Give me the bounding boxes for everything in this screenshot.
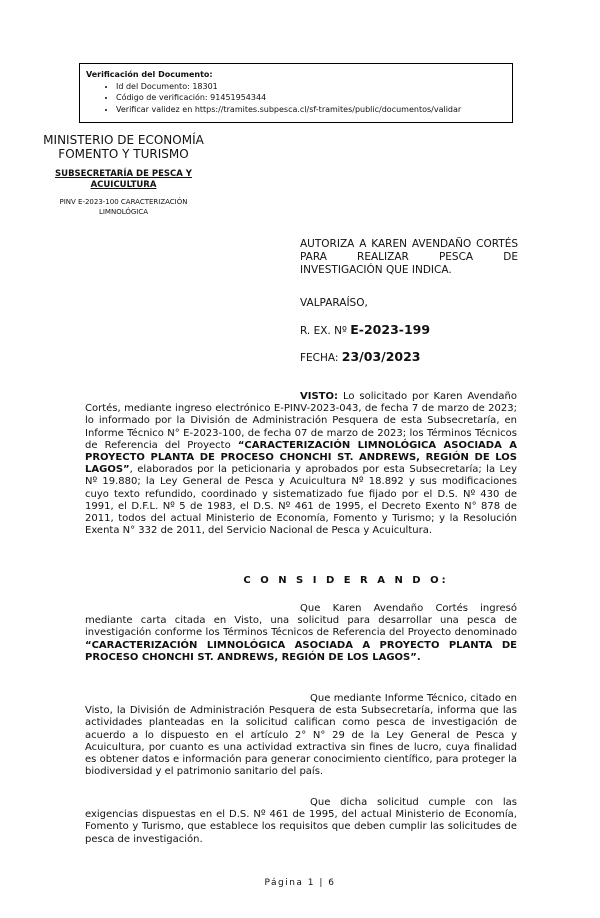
resolution-number [300,322,430,337]
verification-title: Verificación del Documento: [86,70,213,79]
subsecretaria-line-2: ACUICULTURA [90,180,157,190]
resolution-date [300,349,421,364]
resolution-number-value: E-2023-199 [350,322,431,337]
considerando-p1-text: Que Karen Avendaño Cortés ingresó mediante carta citada en Visto, una solicitud para desarrollar una pesca de investigación conforme los Términos Técnicos de Referencia del Proyecto denominado [85,603,517,639]
subsecretaria-name [30,169,217,191]
ministry-line-1: MINISTERIO DE ECONOMÍA [43,133,204,147]
considerando-p1-project: “CARACTERIZACIÓN LIMNOLÓGICA ASOCIADA A PROYECTO PLANTA DE PROCESO CHONCHI ST. ANDREWS, REGIÓN DE LOS LAGOS”. [85,639,517,663]
verification-document-id: • Id del Documento: 18301 [116,81,506,93]
visto-text-after: , elaborados por la peticionaria y aprobados por esta Subsecretaría; la Ley Nº 19.880; la Ley General de Pesca y Acuicultura Nº 18.892 y sus modificaciones cuyo texto refundido, coordinado y sistematizado fue fijado por el D.S. Nº 430 de 1991, el D.F.L. Nº 5 de 1983, el D.S. Nº 461 de 1995, el Decreto Exento N° 878 de 2011, todos del actual Ministerio de Economía, Fomento y Turismo; y la Resolución Exenta N° 332 de 2011, del Servicio Nacional de Pesca y Acuicultura. [85,464,517,537]
resolution-subject: AUTORIZA A KAREN AVENDAÑO CORTÉS PARA REALIZAR PESCA DE INVESTIGACIÓN QUE INDICA. [300,238,518,276]
considerando-paragraph-1 [85,603,517,664]
reference-line-1: PINV E-2023-100 CARACTERIZACIÓN [59,198,188,206]
verification-code: • Código de verificación: 91451954344 [116,92,506,104]
visto-label: VISTO: [300,391,338,402]
considerando-paragraph-2: Que mediante Informe Técnico, citado en Visto, la División de Administración Pesquera de esta Subsecretaría, informa que las actividades planteadas en la solicitud califican como pesca de investigación de acuerdo a lo dispuesto en el artículo 2° N° 29 de la Ley General de Pesca y Acuicultura, por cuanto es una actividad extractiva sin fines de lucro, cuya finalidad es obtener datos e información para generar conocimiento científico, para proteger la biodiversidad y el patrimonio sanitario del país. [85,693,517,778]
ministry-line-2: FOMENTO Y TURISMO [58,147,189,161]
considerando-heading: C O N S I D E R A N D O: [243,575,449,586]
resolution-number-label: R. EX. Nº [300,325,347,337]
considerando-paragraph-3: Que dicha solicitud cumple con las exigencias dispuestas en el D.S. Nº 461 de 1995, del actual Ministerio de Economía, Fomento y Turismo, que establece los requisitos que deben cumplir las solicitudes de pesca de investigación. [85,797,517,845]
verification-box [79,63,513,123]
resolution-date-label: FECHA: [300,352,339,364]
reference-code [30,198,217,217]
verification-list [86,81,506,116]
subsecretaria-line-1: SUBSECRETARÍA DE PESCA Y [55,169,192,179]
visto-text-before: Lo solicitado por Karen Avendaño Cortés, mediante ingreso electrónico E-PINV-2023-043, de fecha 7 de marzo de 2023; lo informado por la División de Administración Pesquera de esta Subsecretaría, en Informe Técnico N° E-2023-100, de fecha 07 de marzo de 2023; los Términos Técnicos de Referencia del Proyecto [85,391,517,451]
verification-url[interactable]: • Verificar validez en https://tramites.subpesca.cl/sf-tramites/public/documentos/validar [116,104,506,116]
resolution-city: VALPARAÍSO, [300,297,368,309]
visto-paragraph [85,391,517,537]
visto-project-name: “CARACTERIZACIÓN LIMNOLÓGICA ASOCIADA A PROYECTO PLANTA DE PROCESO CHONCHI ST. ANDREWS, REGIÓN DE LOS LAGOS” [85,439,517,476]
ministry-name [30,133,217,161]
reference-line-2: LIMNOLÓGICA [98,207,149,216]
resolution-date-value: 23/03/2023 [341,349,421,364]
page-number: Página 1 | 6 [264,878,336,888]
